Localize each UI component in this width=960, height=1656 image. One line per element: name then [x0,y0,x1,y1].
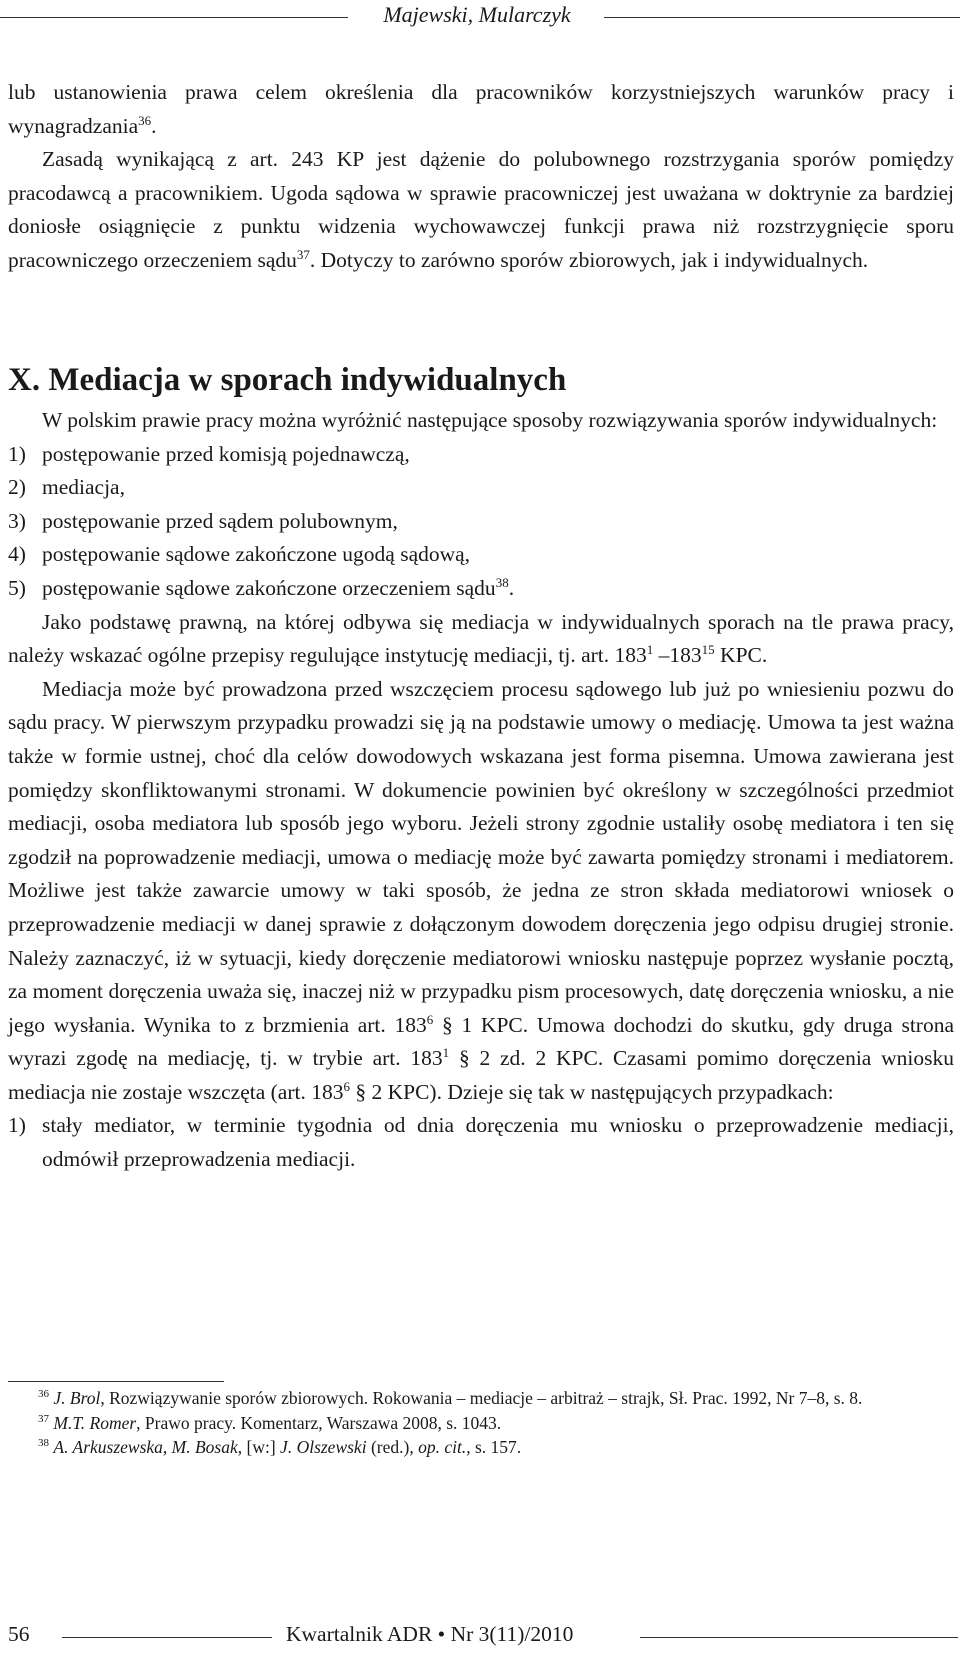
footnote-37 [8,1411,954,1436]
footnote-ref-37[interactable]: 37 [296,246,310,262]
footnote-author: M. Bosak [171,1437,238,1457]
journal-name: Kwartalnik ADR • Nr 3(11)/2010 [286,1622,574,1646]
footnote-author: J. Olszewski [280,1437,367,1457]
article-superscript: 1 [646,642,654,658]
footer-rule-right [640,1637,958,1638]
footnote-text: , [w:] [237,1437,281,1457]
mediation-paragraph [8,673,954,1110]
running-header [0,0,960,34]
list-item [8,505,954,539]
footnote-opcit: op. cit. [418,1437,467,1457]
section-heading: X. Mediacja w sporach indywidualnych [8,362,567,398]
article-superscript: 6 [426,1011,434,1027]
list-item-number: 2) [8,475,26,500]
footnote-author: A. Arkuszewska [53,1437,163,1457]
footnote-number: 38 [38,1437,49,1449]
paragraph-1-end: . [151,113,157,138]
header-rule-left [0,17,348,18]
intro-paragraph: W polskim prawie pracy można wyróżnić następujące sposoby rozwiązywania sporów indywidualnych: [42,408,938,432]
article-superscript: 6 [343,1078,350,1094]
page-footer [0,1622,960,1656]
list-item-end: . [508,575,515,600]
header-rule-right [604,17,960,18]
footnote-38 [8,1435,954,1460]
article-superscript: 1 [442,1045,450,1061]
section-heading-wrap [8,358,566,402]
list-item [8,438,954,472]
footnote-text: , s. 157. [466,1437,522,1457]
list-item-text: postępowanie przed komisją pojednawczą, [42,441,410,466]
section-mediation-text [8,404,954,1177]
mediation-text: Mediacja może być prowadzona przed wszczęciem procesu sądowego lub już po wniesieniu pozwu do sądu pracy. W pierwszym przypadku prowadzi się ją na podstawie umowy o mediację. Umowa ta jest ważna także w formie ustnej, choć dla celów dowodowych wskazana jest forma pisemna. Umowa zawierana jest pomiędzy skonfliktowanymi stronami. W dokumencie powinien być określony w szczególności przedmiot mediacji, osoba mediatora lub sposób jego wyboru. Jeżeli strony zgodnie ustaliły osobę mediatora i ten się zgodził na poprowadzenie mediacji, umowa o mediację może być zawarta pomiędzy stronami i mediatorem. Możliwe jest także zawarcie umowy w taki sposób, że jedna ze stron składa mediatorowi wniosek o przeprowadzenie mediacji w danej sprawie z dołączonym dowodem doręczenia jego odpisu drugiej stronie. Należy zaznaczyć, iż w sytuacji, kiedy doręczenie mediatorowi wniosku następuje poprzez wysłanie pocztą, za moment doręczenia uważa się, inaczej niż w przypadku pism procesowych, datę doręczenia wniosku, a nie jego wysłania. Wynika to z brzmienia art. 183 [8,676,954,1037]
list-item-number: 4) [8,542,26,567]
running-title: Majewski, Mularczyk [383,2,571,27]
mediation-text: § 2 KPC). Dzieje się tak w następujących przypadkach: [349,1079,834,1104]
footer-rule-left [62,1637,272,1638]
article-superscript: 15 [701,642,715,658]
footnote-separator [8,1381,224,1382]
legal-basis-paragraph [8,606,954,673]
paragraph-1-text: lub ustanowienia prawa celem określenia dla pracowników korzystniejszych warunków pracy i wynagradzania [8,80,954,138]
cases-list [8,1109,954,1176]
list-item [8,471,954,505]
footnotes [8,1386,954,1460]
list-item-text: mediacja, [42,475,125,500]
legal-basis-text: Jako podstawę prawną, na której odbywa się mediacja w indywidualnych sporach na tle prawa pracy, należy wskazać ogólne przepisy regulujące instytucję mediacji, tj. art. 183 [8,609,954,668]
mediation-text: § 1 KPC. Umowa dochodzi do skutku, gdy druga strona wyrazi zgodę na mediację, tj. w trybie art. 183 [8,1012,954,1071]
list-item-number: 1) [8,441,26,466]
footnote-ref-38[interactable]: 38 [495,574,509,590]
list-item [8,538,954,572]
list-item-text-main: postępowanie sądowe zakończone orzeczeniem sądu [42,575,496,600]
legal-basis-text: –183 [653,643,702,668]
paragraph-1 [8,76,954,143]
section-intro-text [8,76,954,278]
list-item [8,572,954,606]
list-item-text [42,572,954,606]
methods-list [8,438,954,606]
footnote-text: , Prawo pracy. Komentarz, Warszawa 2008, s. 1043. [136,1412,502,1433]
list-item-text: stały mediator, w terminie tygodnia od dnia doręczenia mu wniosku o przeprowadzenie mediacji, odmówił przeprowadzenia mediacji. [42,1113,954,1172]
footnote-text: , Rozwiązywanie sporów zbiorowych. Rokowania – mediacje – arbitraż – strajk, Sł. Prac. 1992, Nr 7–8, s. 8. [100,1388,863,1408]
list-item-number: 1) [8,1113,26,1138]
page-number: 56 [8,1622,30,1646]
footnote-ref-36[interactable]: 36 [138,112,152,128]
paragraph-2-text: Zasadą wynikającą z art. 243 KP jest dążenie do polubownego rozstrzygania sporów pomiędzy pracodawcą a pracownikiem. Ugoda sądowa w sprawie pracowniczej jest uważana w doktrynie za bardziej doniosłe osiągnięcie z punktu widzenia wychowawczej funkcji prawa niż rozstrzygnięcie sporu pracowniczego orzeczeniem sądu [8,147,954,272]
legal-basis-text: KPC. [714,643,768,668]
list-item-text: postępowanie sądowe zakończone ugodą sądową, [42,542,471,567]
list-item-number: 3) [8,508,26,533]
list-item-number: 5) [8,575,26,600]
footnote-author: M.T. Romer [53,1412,137,1433]
mediation-text: § 2 zd. 2 KPC. Czasami pomimo doręczenia wniosku mediacja nie zostaje wszczęta (art. 183 [8,1046,954,1104]
list-item-text: postępowanie przed sądem polubownym, [42,508,398,533]
footnote-36 [8,1386,954,1411]
paragraph-2 [8,143,954,277]
paragraph-2-end: . Dotyczy to zarówno sporów zbiorowych, jak i indywidualnych. [309,247,869,272]
list-item [8,1109,954,1176]
footnote-number: 37 [38,1412,49,1425]
footnote-text: (red.), [366,1437,419,1457]
footnote-number: 36 [38,1388,49,1400]
footnote-author: J. Brol [53,1388,101,1408]
footnote-text: , [162,1437,172,1457]
